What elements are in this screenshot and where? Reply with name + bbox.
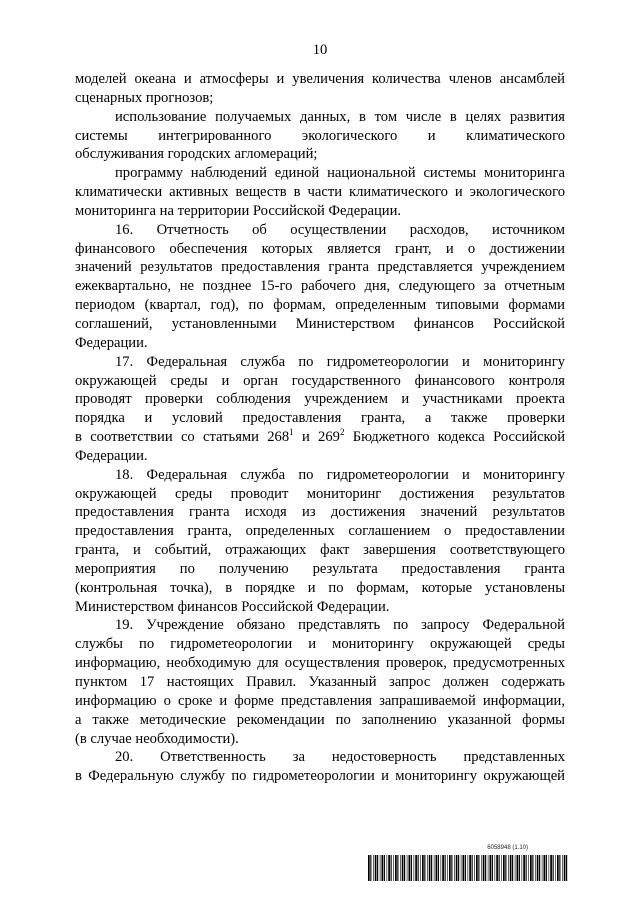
text-line: в Федеральную службу по гидрометеорологии и мониторингу окружающей (75, 768, 565, 785)
text-line: окружающей среды проводит мониторинг достижения результатов (75, 485, 565, 502)
text-line: Министерством финансов Российской Федерации. (75, 598, 390, 615)
text-line: программу наблюдений единой национальной системы мониторинга (115, 165, 565, 182)
text-line: финансового обеспечения которых является грант, и о достижении (75, 240, 565, 257)
text-line: ежеквартально, не позднее 15-го рабочего дня, следующего за отчетным (75, 278, 565, 295)
text-line: предоставления гранта исходя из достижения значений результатов (75, 504, 565, 521)
paragraph-16-start: 16. Отчетность об осуществлении расходов, источником (115, 221, 565, 238)
text-line: порядка и условий предоставления гранта, а также проверки (75, 410, 565, 427)
text-line: значений результатов предоставления гранта представляется учреждением (75, 259, 565, 276)
text-line: (в случае необходимости). (75, 730, 239, 747)
text-line: окружающей среды и орган государственного финансового контроля (75, 372, 565, 389)
text-line: предоставления гранта, определенных соглашением о предоставлении (75, 523, 565, 540)
text-line: информацию, необходимую для осуществления проверок, предусмотренных (75, 655, 565, 672)
text-line: проводят проверки соблюдения учреждением и участниками проекта (75, 391, 565, 408)
text-line: сценарных прогнозов; (75, 89, 214, 106)
text-line: периодом (квартал, год), по формам, определенным типовыми формами (75, 297, 565, 314)
paragraph-18-start: 18. Федеральная служба по гидрометеорологии и мониторингу (115, 466, 565, 483)
barcode-icon (368, 855, 568, 881)
document-body (75, 70, 565, 786)
text-line: моделей океана и атмосферы и увеличения количества членов ансамблей (75, 71, 565, 87)
text-line: информацию о сроке и форме представления запрашиваемой информации, (75, 692, 565, 709)
text-line: мониторинга на территории Российской Федерации. (75, 202, 402, 219)
superscript: 2 (339, 427, 345, 438)
text-line: использование получаемых данных, в том числе в целях развития (115, 108, 565, 125)
paragraph-19-start: 19. Учреждение обязано представлять по запросу Федеральной (115, 617, 565, 634)
text-line: гранта, и событий, отражающих факт завершения соответствующего (75, 542, 565, 559)
paragraph-20-start: 20. Ответственность за недостоверность представленных (115, 749, 565, 766)
text-fragment: и 269 (293, 429, 340, 446)
paragraph-17-start: 17. Федеральная служба по гидрометеорологии и мониторингу (115, 353, 565, 370)
page-number: 10 (312, 42, 328, 58)
text-line: службы по гидрометеорологии и мониторингу окружающей среды (75, 636, 565, 653)
text-line: Федерации. (75, 334, 148, 351)
text-fragment: Бюджетного кодекса Российской (344, 429, 565, 446)
text-line: а также методические рекомендации по заполнению указанной формы (75, 711, 565, 728)
text-line: соглашений, установленными Министерством финансов Российской (75, 315, 565, 332)
text-line: климатически активных веществ в части климатического и экологического (75, 184, 565, 201)
text-line: обслуживания городских агломераций; (75, 146, 318, 163)
text-line: системы интегрированного экологического и климатического (75, 127, 565, 144)
text-line: пунктом 17 настоящих Правил. Указанный запрос должен содержать (75, 674, 565, 690)
text-line: Федерации. (75, 447, 148, 464)
text-line-with-superscripts (75, 428, 565, 447)
text-fragment: в соответствии со статьями 268 (75, 429, 290, 446)
barcode-label: 6058948 (1.10) (487, 845, 528, 851)
superscript: 1 (289, 427, 294, 438)
document-barcode (368, 845, 568, 883)
text-line: (контрольная точка), в порядке и по формам, которые установлены (75, 579, 565, 596)
text-line: мероприятия по получению результата предоставления гранта (75, 560, 565, 577)
